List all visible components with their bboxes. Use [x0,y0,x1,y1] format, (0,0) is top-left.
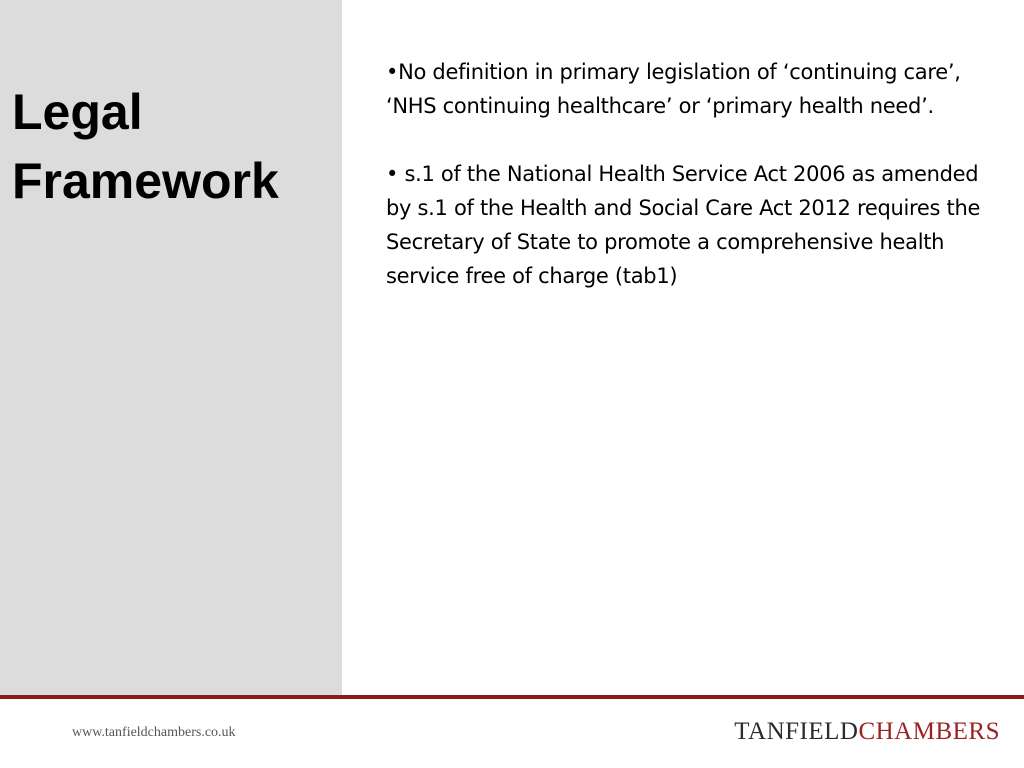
bullet-item: •No definition in primary legislation of ‘continuing care’, ‘NHS continuing healthcare’ or ‘primary health need’. [386,60,961,118]
brand-logo [734,718,1000,746]
brand-name-part2: CHAMBERS [858,718,1000,745]
title-line-1: Legal [12,84,143,140]
footer-url: www.tanfieldchambers.co.uk [72,725,236,740]
title-panel [0,0,342,695]
bullet-item: • s.1 of the National Health Service Act 2006 as amended by s.1 of the Health and Social Care Act 2012 requires the Secretary of State to promote a comprehensive health service free of charge (tab1) [386,162,981,288]
slide-title [12,78,332,216]
footer-divider [0,695,1024,699]
brand-name-part1: TANFIELD [734,718,859,745]
slide-body [386,55,986,293]
title-line-2: Framework [12,153,279,209]
